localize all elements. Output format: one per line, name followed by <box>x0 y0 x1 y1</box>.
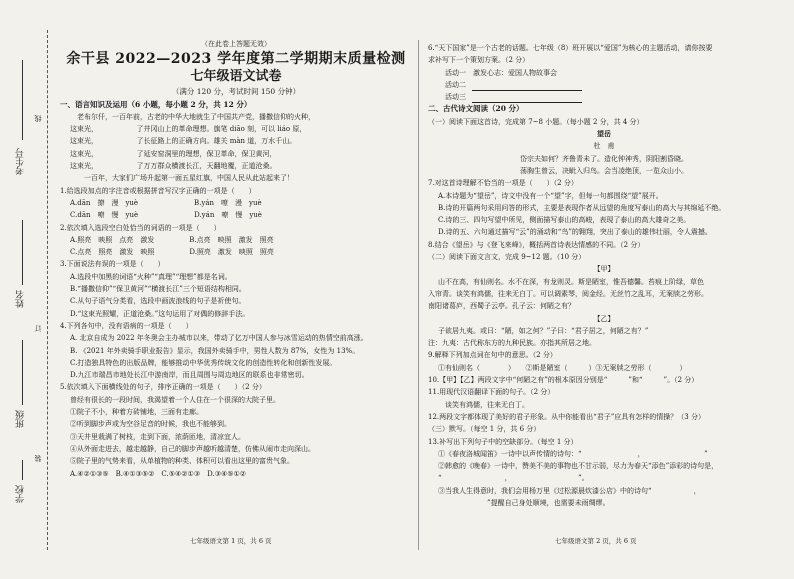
option: A.dān 撩 漫 yuè B.yán 嘹 漫 yuè <box>70 198 262 207</box>
passage-line: 南阳诸葛庐，西蜀子云亭。孔子云：何陋之有？ <box>428 302 575 311</box>
fill-line: ③当我人生得意时，我们会用杨万里《过松源晨炊漆公店》中的诗句“ ， <box>438 486 701 495</box>
question: 7.对这首诗理解不恰当的一项是（ ）（2 分） <box>428 179 578 188</box>
question: 9.解释下列加点词在句中的意思。（2 分） <box>428 351 557 360</box>
poem-line: 荡胸生曾云，决眦入归鸟。会当凌绝顶，一览众山小。 <box>520 166 688 175</box>
name-field[interactable] <box>22 220 23 285</box>
option: A.选段中加黑的词语“火种”“真理”“理想”都是名词。 <box>70 272 232 281</box>
fill-line: ”提醒自己身处顺境，也需要未雨绸缪。 <box>438 498 610 507</box>
option: C.点亮 照亮 激发 映照 D.照亮 激发 映照 照亮 <box>70 248 274 257</box>
sentence-option: ②听到脚步声或为空谷足音的时候，我也不能够到。 <box>70 420 231 429</box>
question: 8.结合《望岳》与《登飞来峰》，概括两首诗表达情感的不同。（2 分） <box>428 240 645 249</box>
field-label-school: 学校 <box>16 485 26 503</box>
passage-line: 入帘青。谈笑有鸿儒，往来无白丁。可以调素琴，阅金经。无丝竹之乱耳，无案牍之劳形。 <box>428 289 708 298</box>
option: D.诗的五、六句通过描写“云”的涌动和“鸟”的翱翔，突出了泰山的雄伟壮丽，令人震撼。 <box>438 228 712 237</box>
question: 求补写下一个策划方案。（2 分） <box>428 56 530 65</box>
passage-line: 这束光， 了延安窑洞里的理想，保卫革命，保卫黄河， <box>70 149 277 158</box>
binding-margin <box>0 0 62 579</box>
field-label-name: 姓名 <box>16 290 26 308</box>
question: （一）阅读下面这首诗，完成第 7~8 小题。（每小题 2 分，共 4 分） <box>428 117 644 126</box>
page-divider <box>418 40 419 550</box>
question: 6.“天下国家”是一个古老的话题。七年级（8）班开展以“爱国”为核心的主题活动，请你按要 <box>428 44 713 52</box>
sentence-option: ④从外面走进去，越走越静，自己的脚步声越听越清楚，仿佛从闹市走向深山。 <box>70 444 315 453</box>
page-footer-left: 七年级语文第 1 页，共 6 页 <box>190 537 272 545</box>
option: D.九江市瑞昌市地处长江中游南岸，而且周围与周边地区的联系也非常密切。 <box>70 371 309 380</box>
exam-title: 余干县 2022—2023 学年度第二学期期末质量检测 <box>66 51 406 68</box>
question: 5.依次填入下面横线处的句子，排序正确的一项是（ ）（2 分） <box>60 383 266 392</box>
passage-line: 曾经有很长的一段时间，我渴望着一个人住在一个很深的大院子里。 <box>70 395 280 404</box>
option: A.照亮 映照 点亮 激发 B.点亮 映照 激发 照亮 <box>70 235 274 244</box>
notice: （在此卷上答题无效） <box>201 40 271 48</box>
cut-mark: 装 <box>34 455 42 462</box>
passage-line: 山不在高，有仙则名。水不在深，有龙则灵。斯是陋室，惟吾德馨。苔痕上阶绿，草色 <box>438 277 704 286</box>
question: 13.补写出下列句子中的空缺部分。（每空 1 分） <box>428 437 578 446</box>
poem-line: 岱宗夫如何？齐鲁青未了。造化钟神秀，阴阳割昏晓。 <box>520 154 688 163</box>
option: D.“这束光照耀，正道沧桑。”这句运用了对偶的修辞手法。 <box>70 309 250 318</box>
option: C.打造独具特色的出版品牌，能够推动中华优秀传统文化的创造性转化和创新性发展。 <box>70 358 337 367</box>
activity-line: 活动三 <box>428 91 780 103</box>
question: 1.给选段加点的字注音或根据拼音写汉字正确的一项是（ ） <box>60 186 256 195</box>
passage-line: 这束光， 了井冈山上的革命理想。旗笔 diāo 刻，可以 liáo 原， <box>70 125 307 134</box>
question: 3.下面说法有误的一项是（ ） <box>60 260 165 269</box>
sentence-option: ①院子不小，种着方砖铺地，三面有走廊。 <box>70 408 203 417</box>
question-blanks: ①有仙则名（ ） ②斯是陋室（ ）③无案牍之劳形（ ） <box>438 363 687 372</box>
cut-mark: 订 <box>34 325 42 332</box>
field-label-exam-number: 考生号 <box>16 148 26 175</box>
passage-line: 子欲居九夷。或曰：“陋，如之何？”子曰：“君子居之，何陋之有？” <box>438 326 649 335</box>
sentence-option: ③天井里栽满了树枝，走到下面，浓荫匝地，清凉宜人。 <box>70 432 245 441</box>
passage-label: 【甲】 <box>593 265 615 274</box>
poem-title: 望岳 <box>597 129 611 139</box>
exam-subject: 七年级语文试卷 <box>190 69 282 85</box>
section-heading: （三）默写。（每空 1 分，共 6 分） <box>428 425 541 434</box>
option: B.“播撒信仰”“保卫黄河”“横渡长江”三个短语结构相同。 <box>70 285 246 294</box>
activity-line: 活动一 激发心志：爱国人物故事会 <box>438 68 557 77</box>
field-label-class: 班级 <box>16 410 26 428</box>
question: 2.依次填入选段空白处恰当的词语的一项是（ ） <box>60 223 221 232</box>
exam-info: （满分 120 分，考试时间 150 分钟） <box>171 87 301 97</box>
question: 12.两段文字都体现了美好的君子形象。从中你能看出“君子”应具有怎样的情操？（3 分） <box>428 412 705 421</box>
option: C.从句子语气分类看，选段中画波浪线的句子是祈使句。 <box>70 297 246 306</box>
passage-line: 这束光， 了长征路上的正确方向。雄关 màn 道，万水千山。 <box>70 137 297 146</box>
option: A.本诗题为“望岳”，诗文中没有一个“望”字，但每一句都围绕“望”展开。 <box>438 191 663 200</box>
option: B.诗的开篇两句采用问答的形式，主要是表现作者从远望的角度写泰山的高大与其绵延不绝。 <box>438 203 726 212</box>
passage-label: 【乙】 <box>593 314 615 323</box>
activity-line: 活动二 <box>428 79 780 91</box>
passage-line: 这束光， 了万万群众横渡长江，天翻地覆，正道沧桑。 <box>70 162 277 171</box>
passage-line: 老布尔仟，一百年前，古老的中华大地就生了中国共产党，播撒信仰的火种， <box>70 112 315 121</box>
binding-cut-line <box>47 30 48 550</box>
question: 4.下列各句中，没有语病的一项是（ ） <box>60 321 193 330</box>
passage-line: 谈笑有鸿儒，往来无白丁。 <box>438 400 529 409</box>
exam-number-field[interactable] <box>22 60 23 140</box>
section-heading: 一、语言知识及运用（6 小题，每小题 2 分，共 12 分） <box>60 99 252 109</box>
fill-line: “ ， ”。 <box>438 474 589 483</box>
class-field[interactable] <box>22 340 23 405</box>
option: B. 《2021 年外卖骑手职业报告》显示，我国外卖骑手中，男性人数为 87%，女性为 13%。 <box>70 346 360 355</box>
section-heading: 二、古代诗文阅读（20 分） <box>428 104 524 114</box>
option: A.④②①③⑤ B.④①③⑤② C.⑤④②①③ D.③④⑤①② <box>70 469 247 478</box>
left-page <box>60 38 412 480</box>
school-field[interactable] <box>22 460 23 480</box>
question: （二）阅读下面文言文，完成 9~12 题。（10 分） <box>428 253 586 262</box>
option: A. 北京自成为 2022 年冬奥会主办城市以来，带动了亿万中国人参与冰雪运动的热情空前高涨。 <box>70 334 368 343</box>
right-page <box>428 42 780 509</box>
passage-line: 一百年，大家们广场升起第一面五星红旗，中国人民从此站起来了！ <box>70 174 294 183</box>
sentence-option: ⑤院子里的气势来看，从单植物的种类、体积可以看出这里的富贵气象。 <box>70 457 294 466</box>
option: C.dān 嘹 慢 yuè D.yán 嘹 慢 yuè <box>70 211 262 220</box>
poem-author: 杜 甫 <box>593 142 615 151</box>
question: 10.【甲】【乙】两段文字中“何陋之有”的根本原因分别是“ ”和“ ”。（2 分） <box>428 376 699 385</box>
fill-line: ①《春夜洛城闻笛》一诗中以声传情的诗句：“ ， ” <box>438 449 708 458</box>
passage-note: 注：九夷：古代称东方的九种民族。亦指其所居之地。 <box>428 339 596 348</box>
option: C.诗的三、四句写望中所见，侧面描写泰山的高峻，表现了泰山的高大雄奇之美。 <box>438 216 691 225</box>
cut-mark: 线 <box>34 115 42 122</box>
page-footer-right: 七年级语文第 2 页，共 6 页 <box>555 537 637 545</box>
fill-line: ②韩愈的《晚春》一诗中，赞美不美的事物也不甘示弱，尽力为春天“添色”添彩的诗句是， <box>438 462 719 471</box>
question: 11.用现代汉语翻译下面的句子。（2 分） <box>428 388 555 397</box>
